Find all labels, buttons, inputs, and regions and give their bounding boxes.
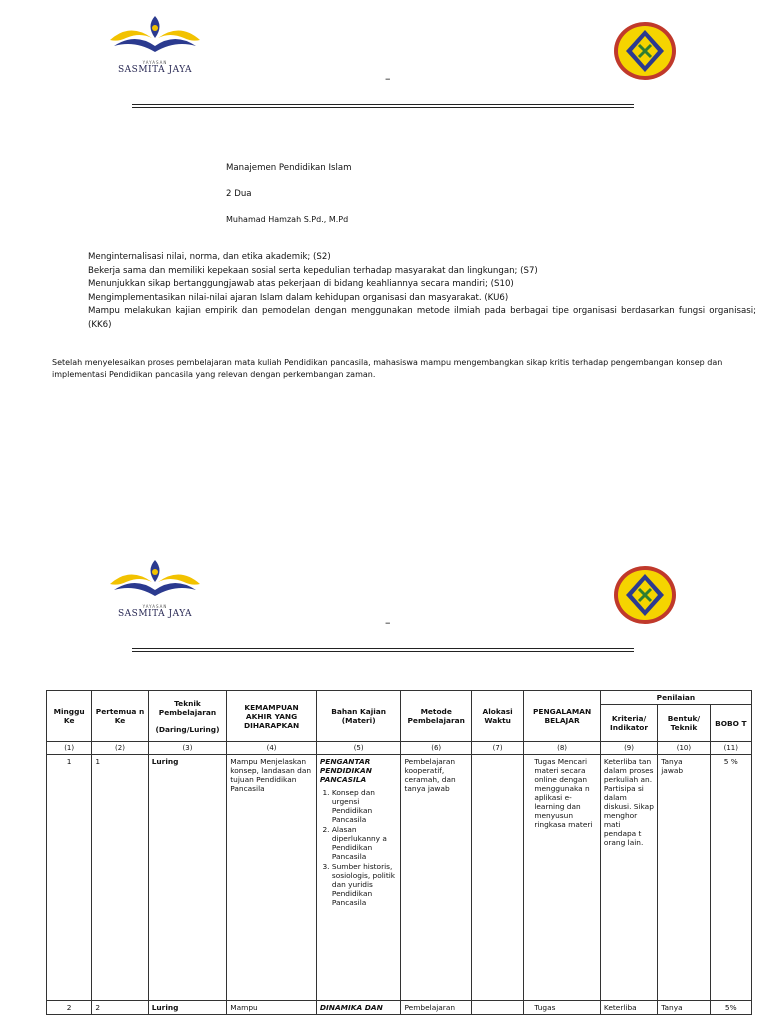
column-number: (10) — [658, 742, 710, 755]
column-number-row — [47, 742, 752, 755]
lesson-plan-table — [46, 690, 752, 1015]
header-kriteria: Kriteria/ Indikator — [600, 705, 657, 742]
bahan-title: PENGANTAR PENDIDIKAN PANCASILA — [319, 757, 372, 784]
logo-name: SASMITA JAYA — [118, 65, 192, 75]
bahan-list — [320, 788, 398, 907]
cell-bahan — [316, 755, 401, 1001]
foundation-logo-icon — [100, 556, 210, 600]
learning-outcome: Bekerja sama dan memiliki kepekaan sosial serta kepedulian terhadap masyarakat dan lingkungan; (S7) — [88, 266, 538, 276]
header-pengalaman: PENGALAMAN BELAJAR — [524, 691, 601, 742]
cell-alokasi — [471, 1001, 523, 1015]
column-number: (2) — [92, 742, 148, 755]
course-name: Manajemen Pendidikan Islam — [226, 163, 352, 173]
header-pertemuan: Pertemua n Ke — [92, 691, 148, 742]
course-sks: 2 Dua — [226, 189, 252, 199]
header-penilaian: Penilaian — [600, 691, 751, 705]
cell-kriteria: Keterliba tan dalam proses perkuliah an. Partisipa si dalam diskusi. Sikap menghor mati pendapa t orang lain. — [600, 755, 657, 1001]
cell-metode: Pembelajaran — [401, 1001, 471, 1015]
cell-bahan: DINAMIKA DAN — [316, 1001, 401, 1015]
list-item: 2. Alasan diperlukanny a Pendidikan Pancasila — [332, 825, 398, 861]
cell-bentuk: Tanya — [658, 1001, 710, 1015]
foundation-logo — [100, 556, 210, 619]
cell-pertemuan: 2 — [92, 1001, 148, 1015]
column-number: (9) — [600, 742, 657, 755]
cell-alokasi — [471, 755, 523, 1001]
cell-pengalaman: Tugas Mencari materi secara online dengan menggunaka n aplikasi e-learning dan menyusun ringkasa materi — [524, 755, 601, 1001]
logo-name: SASMITA JAYA — [118, 609, 192, 619]
column-number: (8) — [524, 742, 601, 755]
cell-kriteria: Keterliba — [600, 1001, 657, 1015]
column-number: (7) — [471, 742, 523, 755]
course-objective: Setelah menyelesaikan proses pembelajaran mata kuliah Pendidikan pancasila, mahasiswa mampu mengembangkan sikap kritis terhadap pengembangan konsep dan implementasi Pendidikan pancasila yang relevan dengan perkembangan zaman. — [52, 358, 723, 379]
cell-minggu: 1 — [47, 755, 92, 1001]
column-number: (11) — [710, 742, 751, 755]
cell-bobot: 5% — [710, 1001, 751, 1015]
header-teknik-top: Teknik Pembelajaran — [158, 698, 217, 717]
header-bahan: Bahan Kajian (Materi) — [316, 691, 401, 742]
course-lecturer: Muhamad Hamzah S.Pd., M.Pd — [226, 215, 349, 224]
cell-minggu: 2 — [47, 1001, 92, 1015]
list-item: 3. Sumber historis, sosiologis, politik dan yuridis Pendidikan Pancasila — [332, 862, 398, 907]
cell-bobot: 5 % — [710, 755, 751, 1001]
header-teknik — [148, 691, 227, 742]
learning-outcome: Mengimplementasikan nilai-nilai ajaran Islam dalam kehidupan organisasi dan masyarakat. (KU6) — [88, 293, 509, 303]
cell-teknik: Luring — [148, 755, 227, 1001]
header-alokasi: Alokasi Waktu — [471, 691, 523, 742]
header-bentuk: Bentuk/ Teknik — [658, 705, 710, 742]
header-dash: – — [385, 72, 391, 85]
column-number: (5) — [316, 742, 401, 755]
university-seal-icon — [612, 20, 678, 82]
cell-pertemuan: 1 — [92, 755, 148, 1001]
header-teknik-bottom: (Daring/Luring) — [155, 724, 220, 734]
foundation-logo — [100, 12, 210, 75]
column-number: (3) — [148, 742, 227, 755]
cell-pengalaman: Tugas — [524, 1001, 601, 1015]
cell-metode: Pembelajaran kooperatif, ceramah, dan tanya jawab — [401, 755, 471, 1001]
cell-teknik: Luring — [148, 1001, 227, 1015]
table-row — [47, 1001, 752, 1015]
learning-outcome: Menginternalisasi nilai, norma, dan etika akademik; (S2) — [88, 252, 331, 262]
table-row — [47, 755, 752, 1001]
header-rule — [132, 104, 634, 108]
header-kemampuan: KEMAMPUAN AKHIR YANG DIHARAPKAN — [227, 691, 317, 742]
logo-small-text: YAYASAN — [142, 60, 168, 65]
foundation-logo-icon — [100, 12, 210, 56]
column-number: (4) — [227, 742, 317, 755]
list-item: 1. Konsep dan urgensi Pendidikan Pancasila — [332, 788, 398, 824]
header-minggu: Minggu Ke — [47, 691, 92, 742]
cell-bentuk: Tanya jawab — [658, 755, 710, 1001]
university-seal-icon — [612, 564, 678, 626]
column-number: (6) — [401, 742, 471, 755]
header-metode: Metode Pembelajaran — [401, 691, 471, 742]
header-bobot: BOBO T — [710, 705, 751, 742]
header-rule — [132, 648, 634, 652]
cell-kemampuan: Mampu Menjelaskan konsep, landasan dan tujuan Pendidikan Pancasila — [227, 755, 317, 1001]
learning-outcome: Menunjukkan sikap bertanggungjawab atas pekerjaan di bidang keahliannya secara mandiri; (S10) — [88, 279, 514, 289]
logo-small-text: YAYASAN — [142, 604, 168, 609]
university-seal — [612, 20, 678, 86]
university-seal — [612, 564, 678, 630]
learning-outcome: Mampu melakukan kajian empirik dan pemodelan dengan menggunakan metode ilmiah pada berbagai tipe organisasi berdasarkan fungsi organisasi; (KK6) — [88, 306, 756, 330]
column-number: (1) — [47, 742, 92, 755]
cell-kemampuan: Mampu — [227, 1001, 317, 1015]
header-dash: – — [385, 616, 391, 629]
